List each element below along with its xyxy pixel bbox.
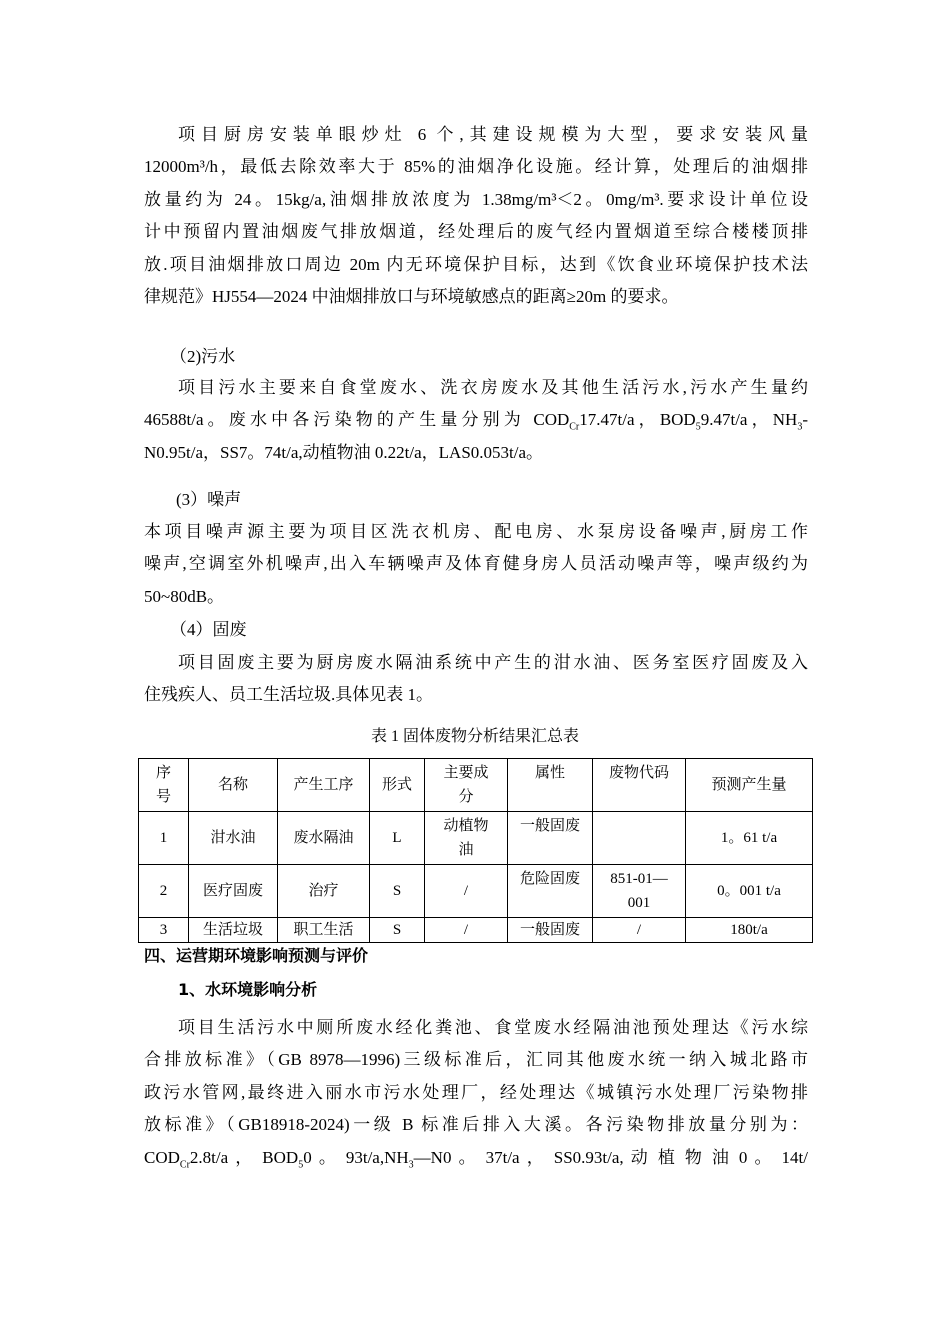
table-cell: 0。001 t/a [686, 865, 813, 918]
table-cell: 一般固废 [508, 918, 593, 943]
subheading-sewage: （2)污水 [170, 347, 236, 366]
header-cell: 主要成 分 [425, 759, 508, 812]
text-line: 放标准》（GB18918-2024)一级 B 标准后排入大溪。各污染物排放量分别为： [144, 1115, 808, 1135]
table-cell: 1。61 t/a [686, 812, 813, 865]
text-line: 噪声,空调室外机噪声,出入车辆噪声及体育健身房人员活动噪声等，噪声级约为 [144, 554, 808, 574]
table-cell: S [370, 918, 425, 943]
text-line: 本项目噪声源主要为项目区洗衣机房、配电房、水泵房设备噪声,厨房工作 [144, 522, 808, 541]
text-line: 住残疾人、员工生活垃圾.具体见表 1。 [144, 685, 433, 705]
table-cell: 治疗 [278, 865, 370, 918]
header-cell: 预测产生量 [686, 759, 813, 812]
header-cell: 序 号 [139, 759, 189, 812]
table-cell: 180t/a [686, 918, 813, 943]
text-line: 46588t/a。废水中各污染物的产生量分别为 $COD_{Cr}17.47t/a$，$BOD_59.47t/a$，$NH_3-$ [144, 410, 808, 433]
text-line: 项目厨房安装单眼炒灶 6 个,其建设规模为大型，要求安装风量 [178, 125, 808, 144]
text-line: 合排放标准》（GB 8978—1996)三级标准后，汇同其他废水统一纳入城北路市 [144, 1050, 808, 1070]
table-header-row [139, 759, 813, 812]
header-cell: 属性 [508, 759, 593, 812]
table-cell: 泔水油 [189, 812, 278, 865]
table-cell: L [370, 812, 425, 865]
table-cell: 动植物 油 [425, 812, 508, 865]
table-cell: 851-01— 001 [593, 865, 686, 918]
table-cell: 1 [139, 812, 189, 865]
table-cell: 职工生活 [278, 918, 370, 943]
text-line: 放量约为 24。15kg/a,油烟排放浓度为 1.38mg/m³＜2。0mg/m³.要求设计单位设 [144, 189, 808, 209]
paragraph-noise [144, 516, 808, 613]
table-cell: / [593, 918, 686, 943]
table-row [139, 812, 813, 865]
text-line: 律规范》HJ554—2024 中油烟排放口与环境敏感点的距离≥20m 的要求。 [144, 286, 679, 306]
subheading-noise: (3）噪声 [176, 490, 242, 509]
table-cell: 一般固废 [508, 812, 593, 865]
text-line: 计中预留内置油烟废气排放烟道，经处理后的废气经内置烟道至综合楼楼顶排 [144, 222, 808, 242]
table-cell: / [425, 865, 508, 918]
table-cell: S [370, 865, 425, 918]
subheading-solid-waste: （4）固废 [170, 620, 247, 639]
table-cell: 危险固废 [508, 865, 593, 918]
text-line: 项目生活污水中厕所废水经化粪池、食堂废水经隔油池预处理达《污水综 [178, 1018, 808, 1037]
table-cell: 3 [139, 918, 189, 943]
text-line: 项目固废主要为厨房废水隔油系统中产生的泔水油、医务室医疗固废及入 [178, 653, 808, 672]
subsection-heading: 1、水环境影响分析 [178, 980, 318, 999]
paragraph-solid-waste [144, 647, 808, 712]
text-line: 政污水管网,最终进入丽水市污水处理厂，经处理达《城镇污水处理厂污染物排 [144, 1082, 808, 1102]
text-line: 项目污水主要来自食堂废水、洗衣房废水及其他生活污水,污水产生量约 [178, 378, 808, 397]
paragraph-oil-fume [144, 119, 808, 313]
table-row [139, 865, 813, 918]
table-cell [593, 812, 686, 865]
table-cell: 2 [139, 865, 189, 918]
paragraph-sewage [144, 372, 808, 469]
table-cell: 医疗固废 [189, 865, 278, 918]
paragraph-water-impact [144, 1012, 808, 1174]
header-cell: 废物代码 [593, 759, 686, 812]
header-cell: 产生工序 [278, 759, 370, 812]
header-cell: 名称 [189, 759, 278, 812]
text-line: 12000m³/h，最低去除效率大于 85%的油烟净化设施。经计算，处理后的油烟排 [144, 157, 808, 177]
text-line: N0.95t/a，SS7。74t/a,动植物油 0.22t/a，LAS0.053t/a。 [144, 442, 544, 462]
text-line: $COD_{Cr}2.8t/a$ ， $BOD_50$ 。 $93t/a,NH_3—N0$ 。 37t/a ， SS0.93t/a, 动 植 物 油 0 。 14t/ [144, 1147, 808, 1170]
section-heading: 四、运营期环境影响预测与评价 [144, 946, 369, 965]
text-line: 50~80dB。 [144, 586, 225, 606]
header-cell: 形式 [370, 759, 425, 812]
table-cell: 废水隔油 [278, 812, 370, 865]
table-cell: / [425, 918, 508, 943]
table-caption: 表 1 固体废物分析结果汇总表 [370, 728, 579, 745]
table-cell: 生活垃圾 [189, 918, 278, 943]
solid-waste-table [138, 758, 813, 943]
table-row [139, 918, 813, 943]
text-line: 放.项目油烟排放口周边 20m 内无环境保护目标，达到《饮食业环境保护技术法 [144, 254, 808, 274]
